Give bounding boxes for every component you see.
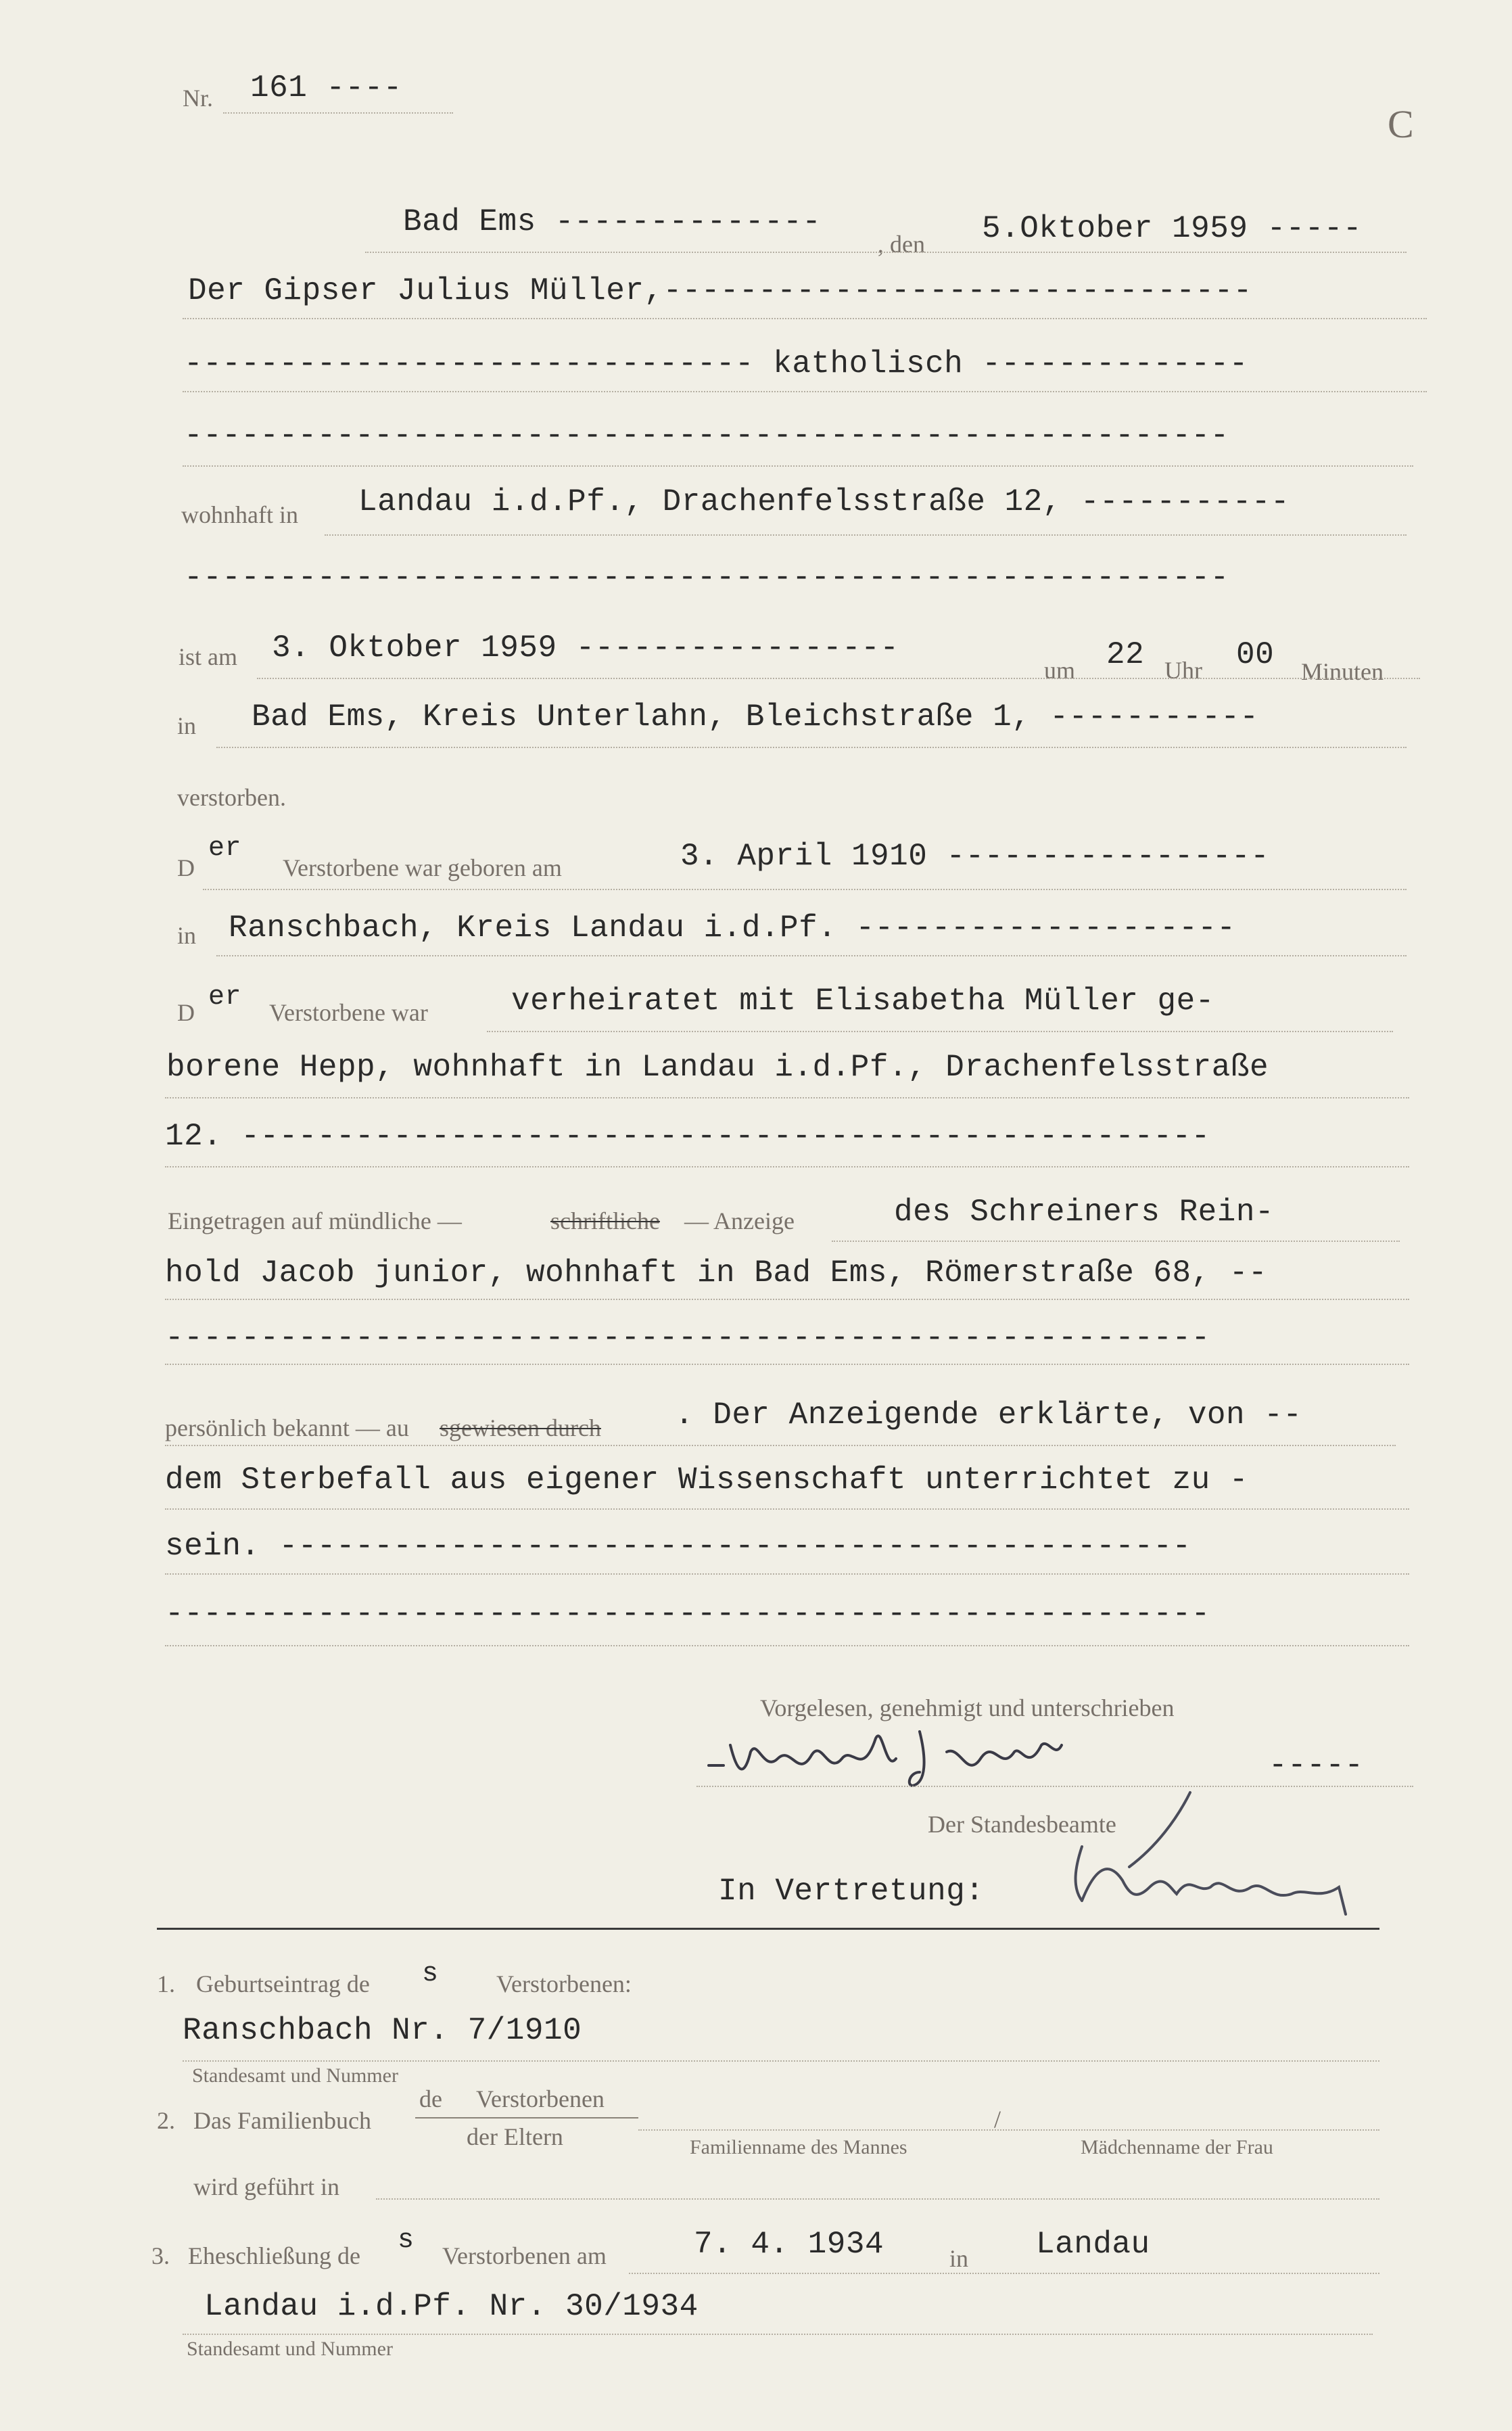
dotted-line [203, 889, 1407, 890]
registry-place: Bad Ems -------------- [403, 204, 822, 239]
death-minutes: 00 [1236, 637, 1275, 672]
identity-line-3: sein. ------------------------------------------------ [165, 1529, 1191, 1564]
report-label-b: — Anzeige [684, 1207, 795, 1234]
birth-in-label: in [177, 922, 197, 949]
dotted-line [183, 465, 1413, 467]
registry-date: 5.Oktober 1959 ----- [982, 211, 1363, 246]
item3-s-suffix: s [398, 2225, 415, 2256]
marriage-register-entry: Landau i.d.Pf. Nr. 30/1934 [204, 2289, 699, 2324]
signature-scribble [703, 1718, 1217, 1792]
dotted-line [183, 391, 1427, 392]
marital-d-label: D [177, 999, 195, 1026]
dotted-line [638, 2129, 1379, 2131]
dotted-line [832, 1241, 1400, 1242]
birth-register-entry: Ranschbach Nr. 7/1910 [183, 2013, 582, 2048]
item3-in-label: in [949, 2245, 969, 2272]
dotted-line [165, 1364, 1409, 1365]
dotted-line [183, 2334, 1373, 2335]
dotted-line [216, 955, 1407, 956]
dotted-line [165, 1166, 1409, 1167]
fraction-line [415, 2117, 638, 2119]
in-label: in [177, 712, 197, 739]
item3-number: 3. [151, 2242, 170, 2269]
corner-mark: C [1388, 102, 1414, 146]
dotted-line [257, 678, 1420, 679]
residence-line-2: ------------------------------------------------------- [184, 560, 1229, 595]
item2-verstorbenen: Verstorbenen [476, 2085, 605, 2112]
report-line-2: hold Jacob junior, wohnhaft in Bad Ems, Römerstraße 68, -- [165, 1255, 1268, 1291]
marital-line-1: verheiratet mit Elisabetha Müller ge- [511, 983, 1214, 1019]
dotted-line [165, 1508, 1409, 1510]
section-divider [157, 1928, 1379, 1930]
ist-am-label: ist am [179, 643, 237, 670]
dotted-line [183, 2060, 1379, 2062]
signature-scribble [1055, 1786, 1393, 1935]
dotted-line [325, 534, 1407, 536]
record-number: 161 ---- [250, 70, 402, 106]
item3-label-b: Verstorbenen am [442, 2242, 607, 2269]
dotted-line [365, 252, 1407, 253]
uhr-label: Uhr [1164, 657, 1202, 684]
item1-label-b: Verstorbenen: [496, 1970, 632, 1997]
identity-label-a: persönlich bekannt — au [165, 1414, 409, 1441]
registrar-signature [1055, 1786, 1393, 1935]
dotted-line [376, 2198, 1379, 2200]
identity-line-1: . Der Anzeigende erklärte, von -- [675, 1397, 1302, 1433]
minuten-label: Minuten [1301, 658, 1384, 685]
report-line-3: ------------------------------------------------------- [165, 1320, 1210, 1356]
signature-dashes: ----- [1269, 1748, 1364, 1783]
marriage-place: Landau [1036, 2227, 1150, 2262]
item2-label: Das Familienbuch [193, 2107, 371, 2134]
residence-line-1: Landau i.d.Pf., Drachenfelsstraße 12, ----------- [358, 484, 1290, 519]
death-hour: 22 [1106, 637, 1145, 672]
item3-caption: Standesamt und Nummer [187, 2338, 393, 2360]
dotted-line [629, 2273, 1379, 2274]
read-approved-label: Vorgelesen, genehmigt und unterschrieben [760, 1694, 1175, 1721]
marital-line-3: 12. --------------------------------------------------- [165, 1119, 1210, 1154]
item2-kept-in: wird geführt in [193, 2173, 339, 2200]
identity-line-2: dem Sterbefall aus eigener Wissenschaft unterrichtet zu - [165, 1462, 1248, 1498]
item1-number: 1. [157, 1970, 175, 1997]
verstorben-label: verstorben. [177, 784, 286, 811]
dotted-line [165, 1645, 1409, 1646]
registrar-label: Der Standesbeamte [928, 1811, 1116, 1838]
item2-de: de [419, 2085, 442, 2112]
wife-name-caption: Mädchenname der Frau [1081, 2136, 1273, 2158]
item1-s-suffix: s [422, 1959, 439, 1989]
declarant-line-3: ------------------------------------------------------- [184, 418, 1229, 453]
husband-name-caption: Familienname des Mannes [690, 2136, 907, 2158]
item1-label: Geburtseintrag de [196, 1970, 370, 1997]
nr-label: Nr. [183, 85, 213, 112]
wohnhaft-label: wohnhaft in [181, 501, 298, 528]
dotted-line [165, 1299, 1409, 1300]
report-label-a: Eingetragen auf mündliche — [168, 1207, 462, 1234]
item3-label: Eheschließung de [188, 2242, 360, 2269]
den-label: , den [878, 231, 925, 258]
marriage-date: 7. 4. 1934 [694, 2227, 884, 2262]
identity-line-4: ------------------------------------------------------- [165, 1596, 1210, 1631]
item2-number: 2. [157, 2107, 175, 2134]
name-separator: / [994, 2106, 1001, 2133]
declarant-signature [703, 1718, 1217, 1792]
birth-er-suffix: er [208, 833, 242, 864]
dotted-line [216, 747, 1407, 748]
marital-line-2: borene Hepp, wohnhaft in Landau i.d.Pf., Drachenfelsstraße [166, 1050, 1269, 1085]
marital-label: Verstorbene war [269, 999, 428, 1026]
birth-label: Verstorbene war geboren am [283, 854, 562, 881]
vertretung-label: In Vertretung: [718, 1874, 985, 1909]
birth-date: 3. April 1910 ----------------- [680, 839, 1270, 874]
birth-d-label: D [177, 854, 195, 881]
death-date: 3. Oktober 1959 ----------------- [272, 630, 899, 666]
dotted-line [165, 1573, 1409, 1575]
item1-caption: Standesamt und Nummer [192, 2064, 398, 2087]
report-line-1: des Schreiners Rein- [894, 1195, 1275, 1230]
dotted-line [165, 1097, 1409, 1098]
identity-label-struck: sgewiesen durch [440, 1414, 601, 1441]
dotted-line [487, 1031, 1393, 1032]
death-place: Bad Ems, Kreis Unterlahn, Bleichstraße 1, ----------- [252, 699, 1259, 735]
report-label-struck: schriftliche [550, 1207, 660, 1234]
dotted-line [165, 1445, 1396, 1446]
item2-der-eltern: der Eltern [467, 2123, 563, 2150]
marital-er-suffix: er [208, 982, 242, 1013]
declarant-line-1: Der Gipser Julius Müller,------------------------------- [188, 273, 1252, 308]
birth-place: Ranschbach, Kreis Landau i.d.Pf. -------------------- [229, 910, 1236, 946]
declarant-line-2: ------------------------------ katholisch -------------- [184, 346, 1248, 381]
dotted-line [183, 318, 1427, 319]
dotted-line [223, 112, 453, 114]
um-label: um [1044, 657, 1076, 684]
